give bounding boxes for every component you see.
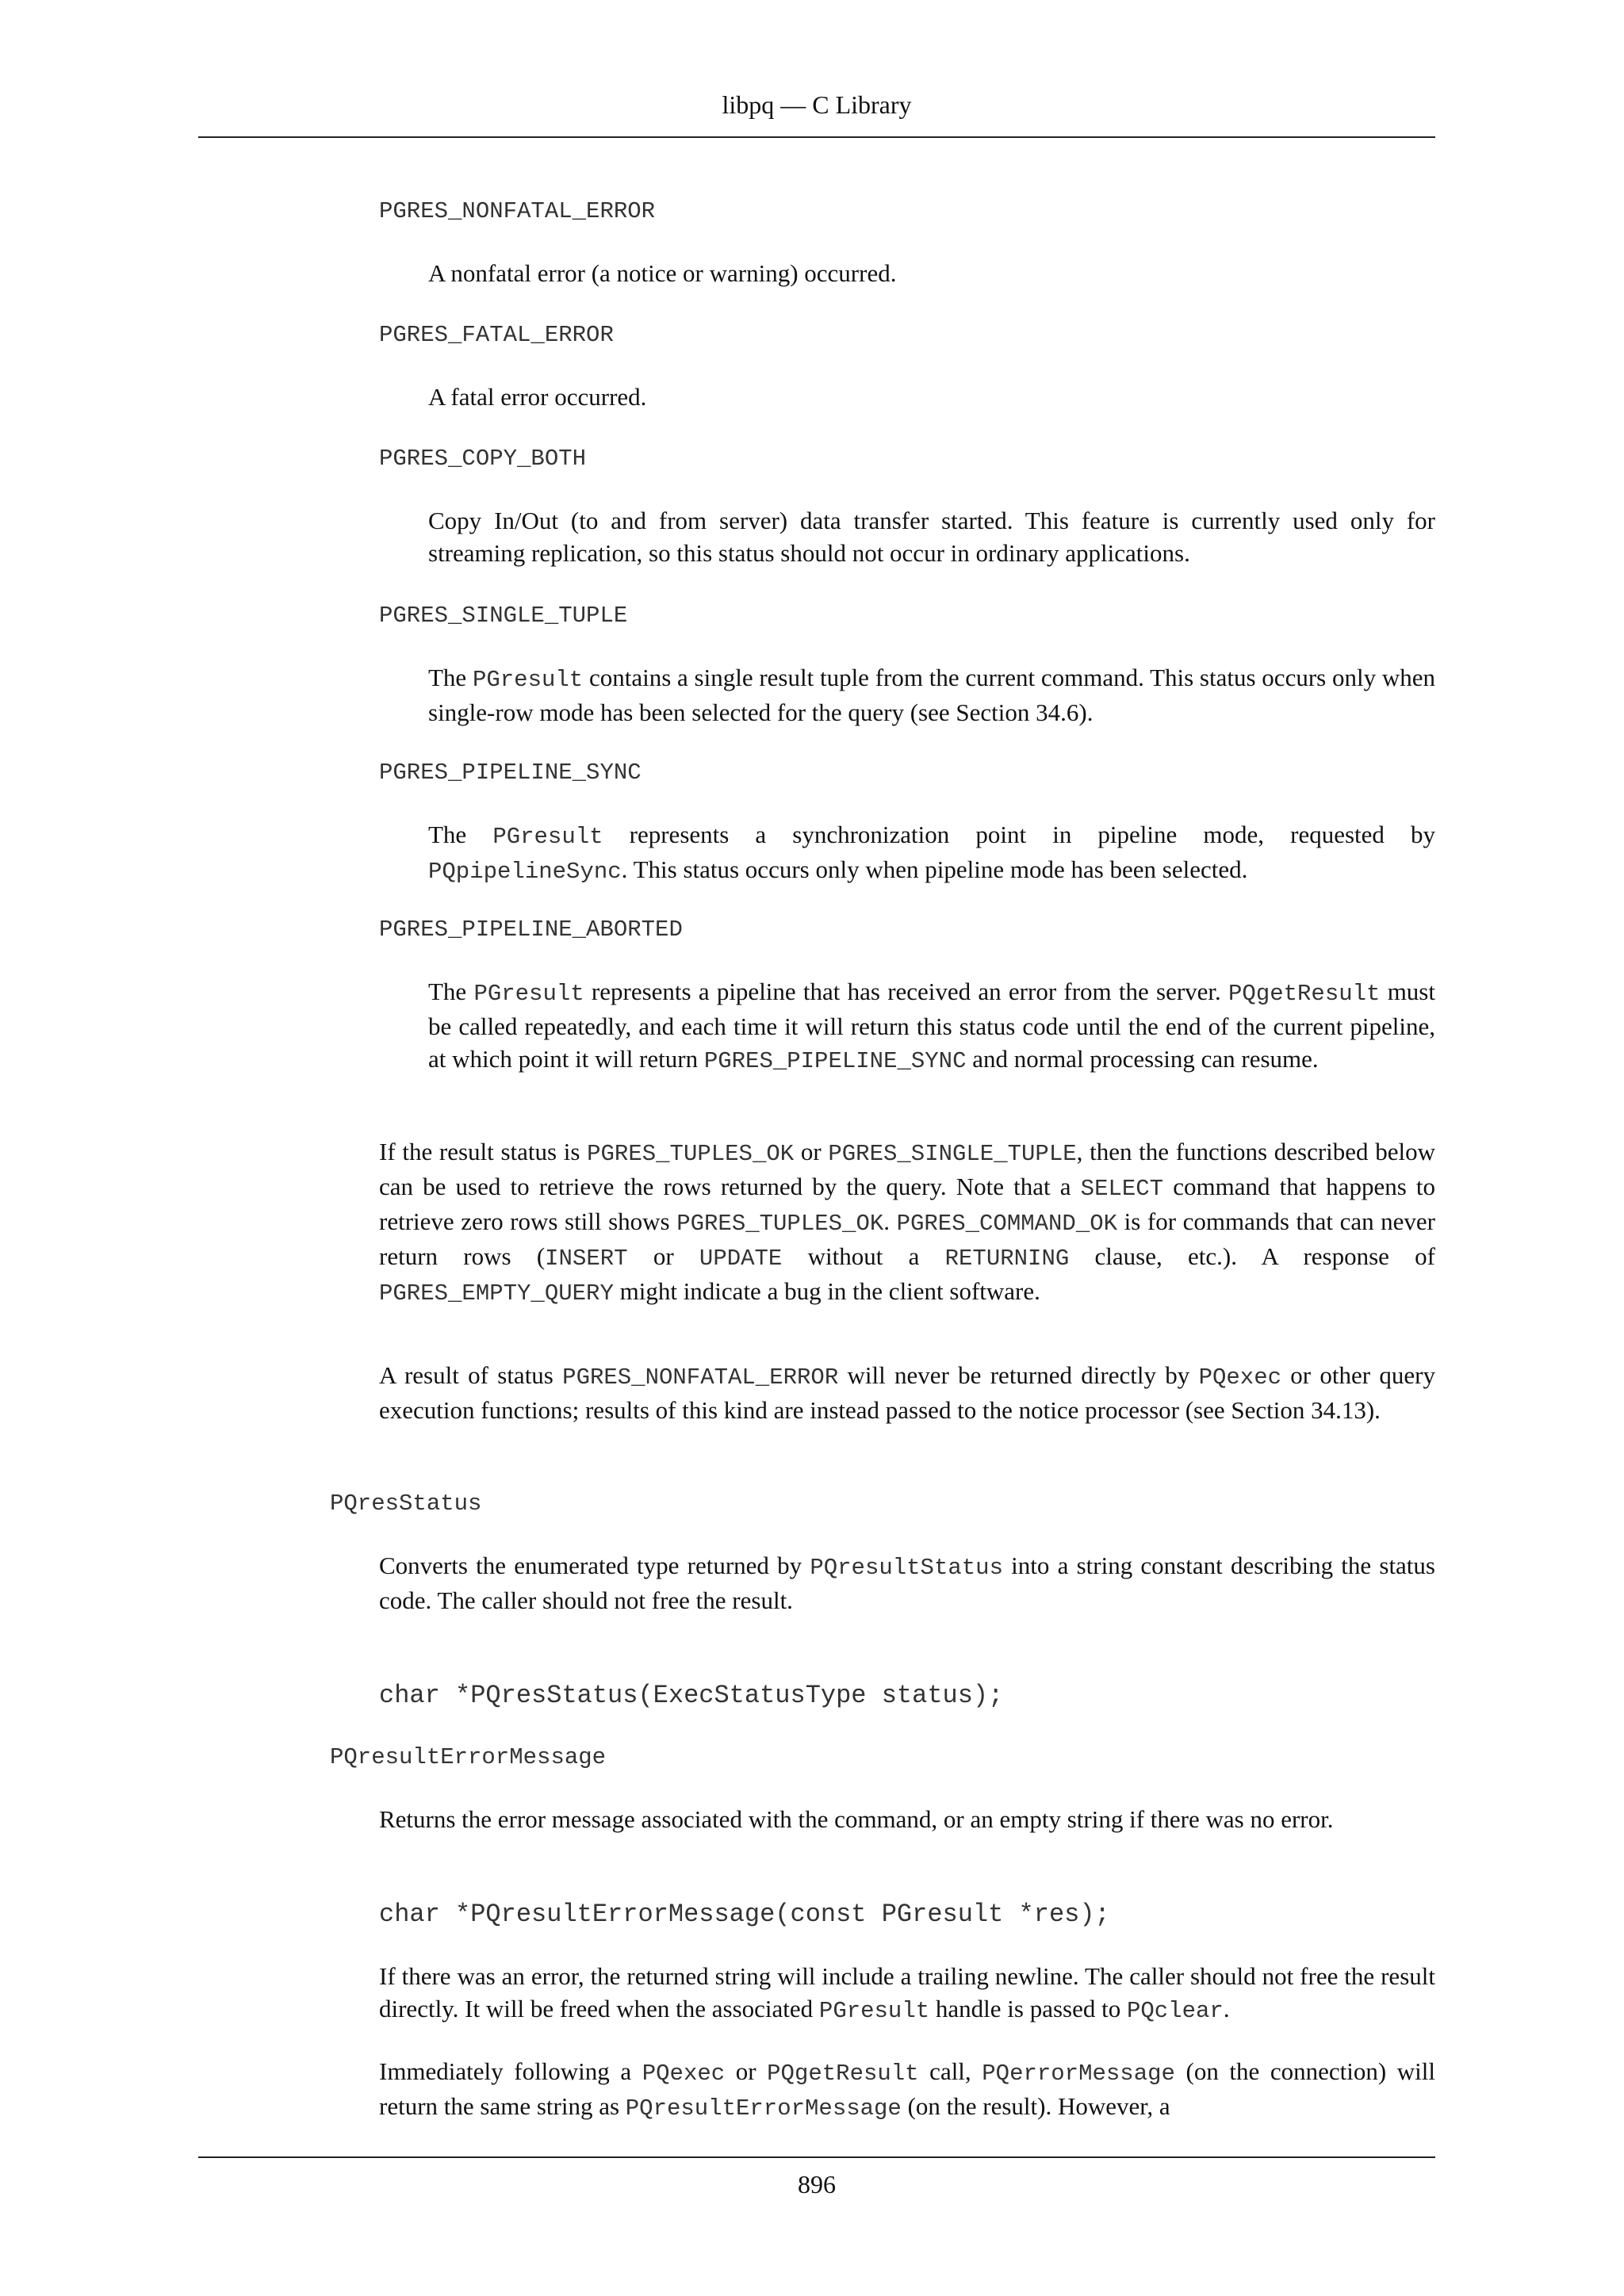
code-pgresult: PGresult xyxy=(472,667,584,693)
page-number: 896 xyxy=(798,2170,836,2198)
desc-single-tuple: The PGresult contains a single result tuple from the current command. This status occurs only when single-row mode has been selected for the query (see Section 34.6). xyxy=(428,664,1435,726)
function-term-pqresstatus: PQresStatus xyxy=(330,1490,482,1517)
paragraph-nonfatal-error: A result of status PGRES_NONFATAL_ERROR will never be returned directly by PQexec or other query execution functions; results of this kind are instead passed to the notice processor (see Section 34.13). xyxy=(379,1361,1435,1424)
term-pgres-single-tuple: PGRES_SINGLE_TUPLE xyxy=(379,603,628,629)
desc-copy-both: Copy In/Out (to and from server) data transfer started. This feature is currently used only for streaming replication, so this status should not occur in ordinary applications. xyxy=(428,507,1435,567)
desc-pipeline-aborted: The PGresult represents a pipeline that has received an error from the server. PQgetResult must be called repeatedly, and each time it will return this status code until the end of the current pipeline, at which point it will return PGRES_PIPELINE_SYNC and normal processing can resume. xyxy=(428,978,1435,1074)
code-pgresult: PGresult xyxy=(492,824,603,850)
header-rule xyxy=(198,136,1435,138)
running-header: libpq — C Library xyxy=(722,90,912,119)
paragraph-immediately-following: Immediately following a PQexec or PQgetResult call, PQerrorMessage (on the connection) will return the same string as PQresultErrorMessage (on the result). However, a xyxy=(379,2057,1435,2122)
term-pgres-copy-both: PGRES_COPY_BOTH xyxy=(379,446,587,472)
code-pgres-pipeline-sync: PGRES_PIPELINE_SYNC xyxy=(703,1048,967,1074)
paragraph-result-status: If the result status is PGRES_TUPLES_OK or PGRES_SINGLE_TUPLE, then the functions described below can be used to retrieve the rows returned by the query. Note that a SELECT command that happens to retrieve zero rows still shows PGRES_TUPLES_OK. PGRES_COMMAND_OK is for commands that can never return rows (INSERT or UPDATE without a RETURNING clause, etc.). A response of PGRES_EMPTY_QUERY might indicate a bug in the client software. xyxy=(379,1138,1436,1307)
term-pgres-nonfatal-error: PGRES_NONFATAL_ERROR xyxy=(379,198,656,224)
desc-pipeline-sync: The PGresult represents a synchronization point in pipeline mode, requested by PQpipelineSync. This status occurs only when pipeline mode has been selected. xyxy=(428,821,1435,885)
desc-pqresulterrormessage: Returns the error message associated with the command, or an empty string if there was no error. xyxy=(379,1805,1334,1833)
term-pgres-fatal-error: PGRES_FATAL_ERROR xyxy=(379,322,614,348)
desc-fatal-error: A fatal error occurred. xyxy=(428,383,647,411)
paragraph-trailing-newline: If there was an error, the returned string will include a trailing newline. The caller should not free the result directly. It will be freed when the associated PGresult handle is passed to PQclear. xyxy=(379,1962,1435,2024)
code-pqpipelinesync: PQpipelineSync xyxy=(428,859,622,885)
code-pqgetresult: PQgetResult xyxy=(1228,981,1381,1007)
code-pgresult: PGresult xyxy=(473,981,584,1007)
code-pqresulterrormessage-signature: char *PQresultErrorMessage(const PGresult *res); xyxy=(379,1900,1110,1929)
function-term-pqresulterrormessage: PQresultErrorMessage xyxy=(330,1744,607,1770)
desc-nonfatal-error: A nonfatal error (a notice or warning) occurred. xyxy=(428,259,897,287)
code-pqresstatus-signature: char *PQresStatus(ExecStatusType status); xyxy=(379,1681,1004,1710)
footer-rule xyxy=(198,2156,1435,2158)
desc-pqresstatus: Converts the enumerated type returned by PQresultStatus into a string constant describing the status code. The caller should not free the result. xyxy=(379,1552,1435,1614)
term-pgres-pipeline-sync: PGRES_PIPELINE_SYNC xyxy=(379,760,642,786)
term-pgres-pipeline-aborted: PGRES_PIPELINE_ABORTED xyxy=(379,916,683,943)
